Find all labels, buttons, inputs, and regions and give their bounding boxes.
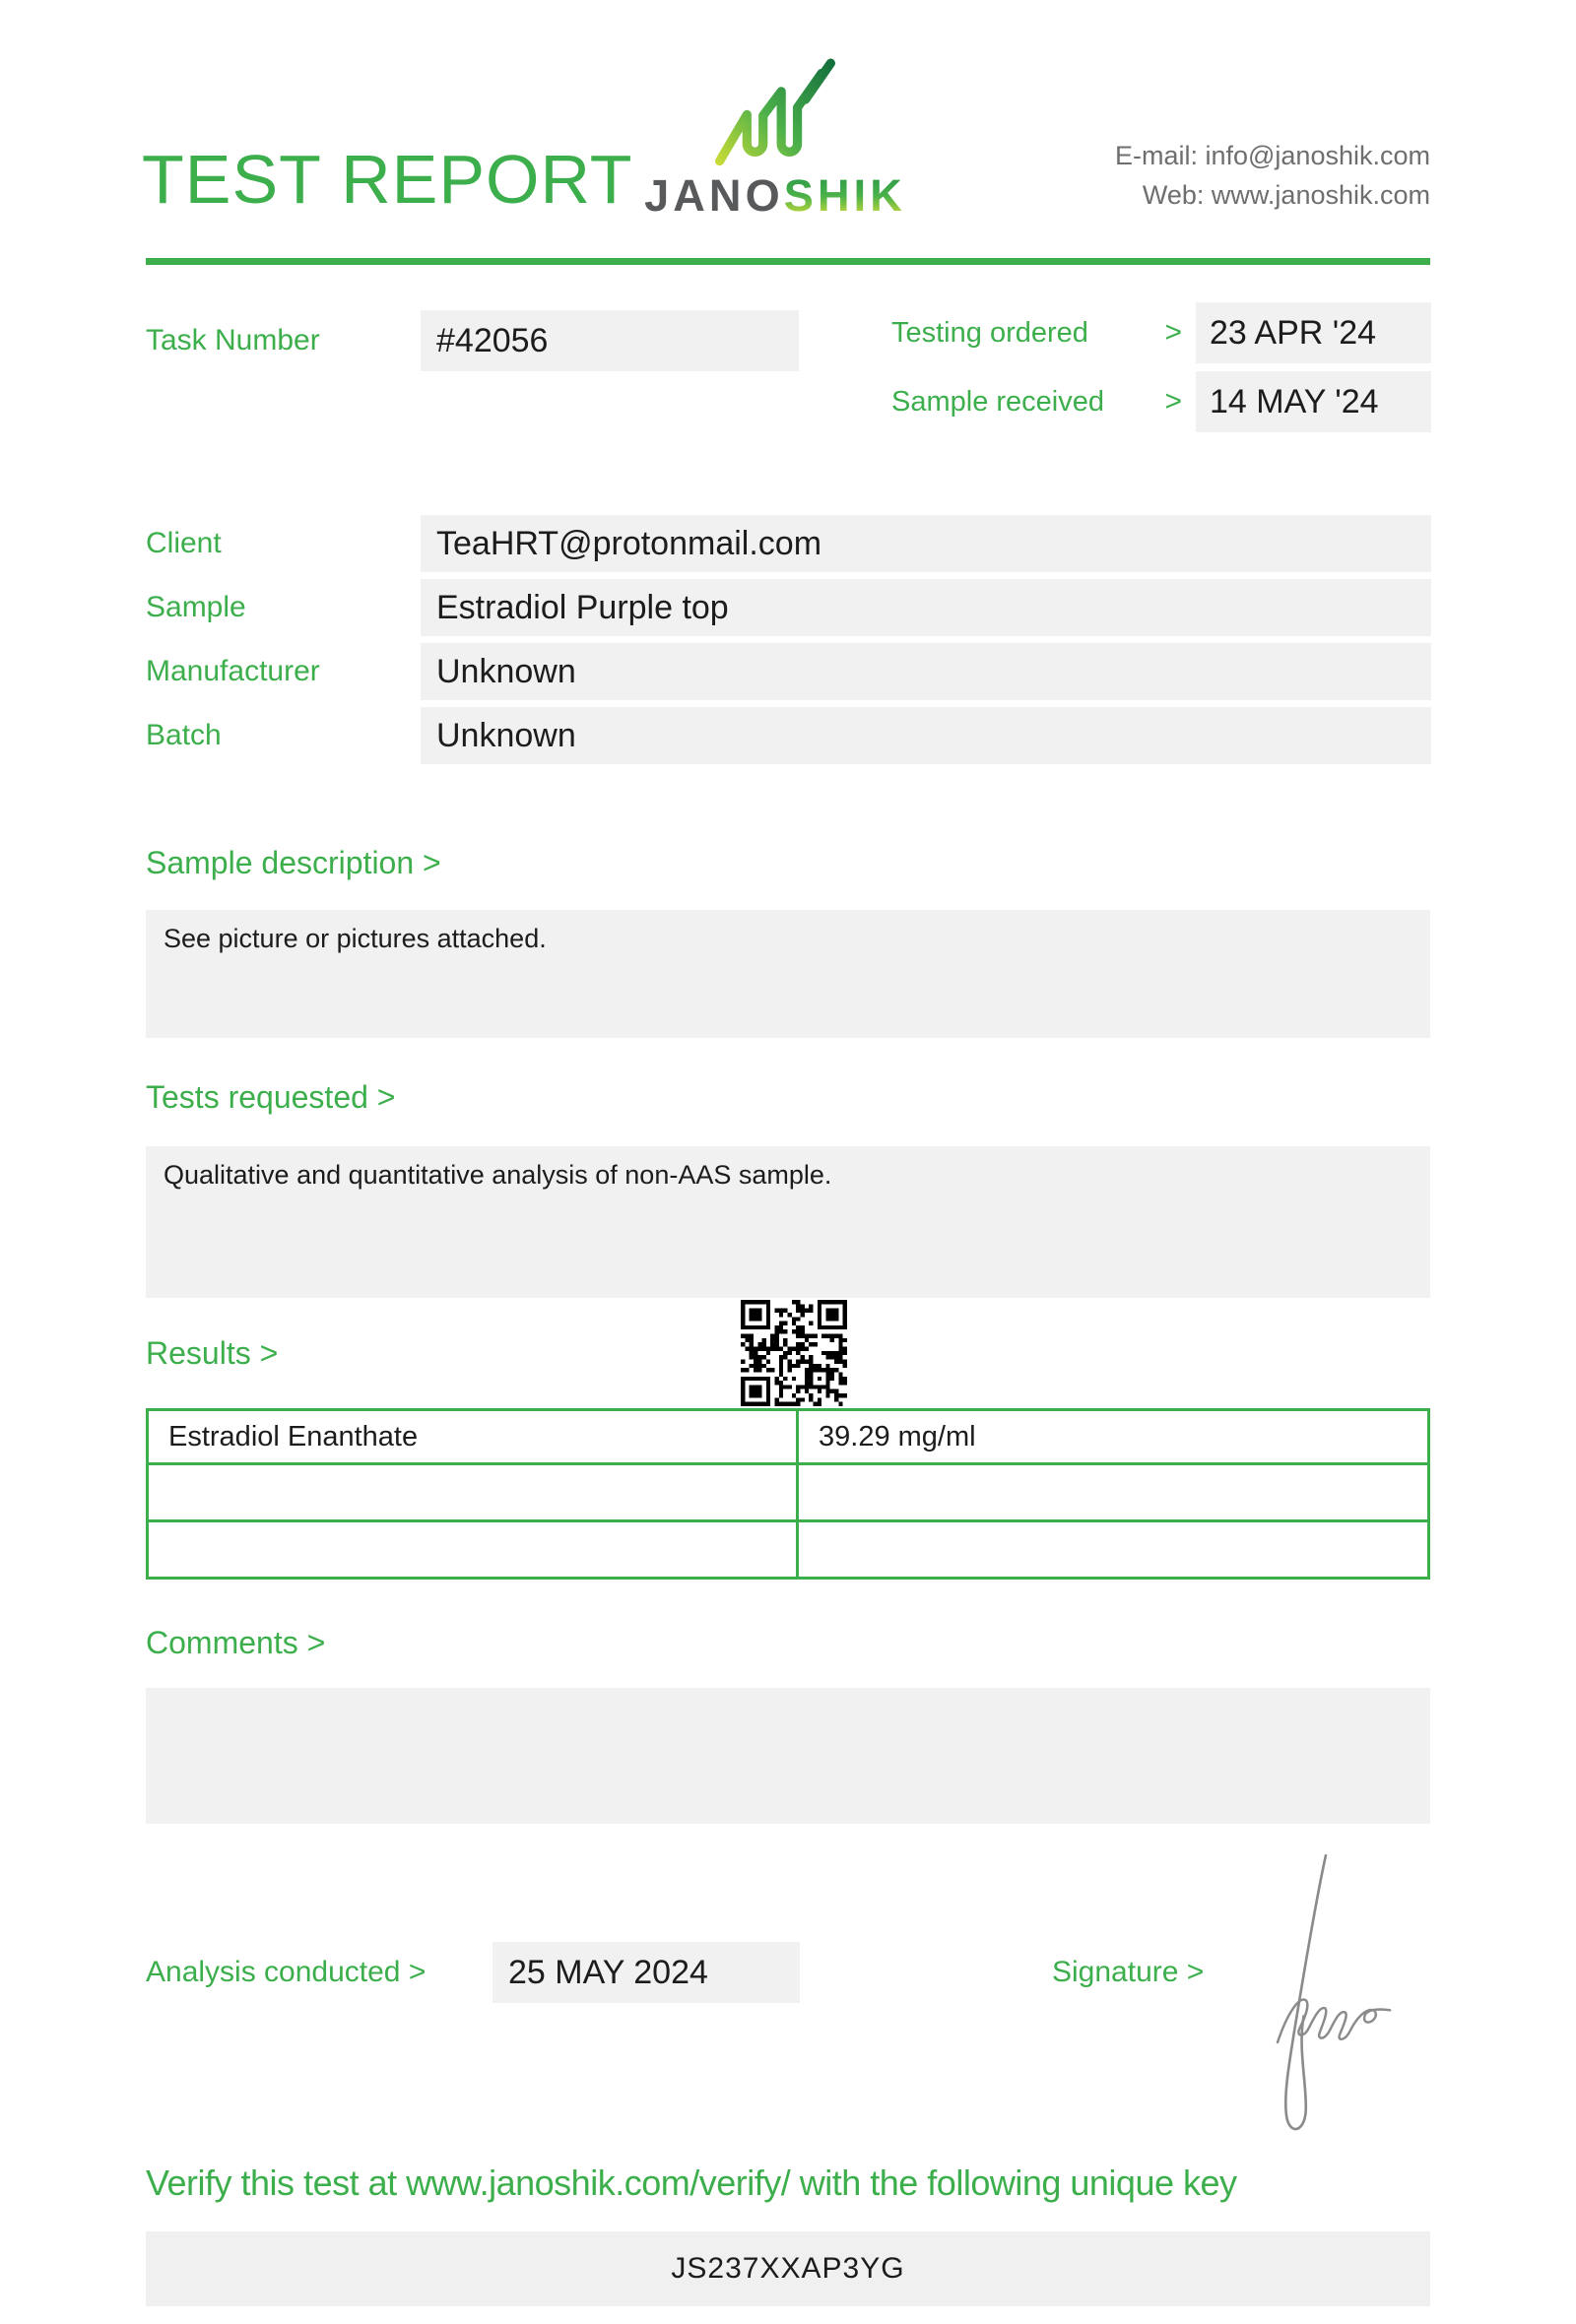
logo-chart-icon [720, 63, 831, 161]
comments-heading: Comments > [146, 1625, 326, 1660]
logo-wordmark [644, 170, 906, 219]
verify-instruction: Verify this test at www.janoshik.com/verify/ with the following unique key [146, 2163, 1237, 2203]
batch-value: Unknown [421, 707, 1431, 764]
table-row [148, 1521, 1429, 1579]
task-number-label: Task Number [146, 324, 320, 356]
qr-code [741, 1300, 847, 1406]
testing-ordered-row [891, 302, 1431, 363]
signature-label: Signature > [1052, 1956, 1205, 1988]
sample-value: Estradiol Purple top [421, 579, 1431, 636]
chevron-right-icon: > [1164, 316, 1182, 349]
contact-email: E-mail: info@janoshik.com [1114, 141, 1430, 170]
client-value: TeaHRT@protonmail.com [421, 515, 1431, 572]
tests-requested-text: Qualitative and quantitative analysis of non-AAS sample. [164, 1160, 832, 1190]
sample-description-heading: Sample description > [146, 845, 441, 880]
testing-ordered-value: 23 APR '24 [1196, 302, 1431, 363]
tests-requested-heading: Tests requested > [146, 1079, 396, 1115]
contact-block [1115, 136, 1430, 215]
result-analyte-cell: Estradiol Enanthate [148, 1410, 798, 1464]
analysis-conducted-label: Analysis conducted > [146, 1956, 427, 1988]
results-heading: Results > [146, 1335, 279, 1371]
result-value-cell [798, 1521, 1429, 1579]
signature-image [1247, 1843, 1409, 2145]
chevron-right-icon: > [1164, 385, 1182, 418]
sample-description-box [146, 910, 1430, 1038]
contact-web: Web: www.janoshik.com [1142, 180, 1430, 210]
verify-key: JS237XXAP3YG [146, 2231, 1430, 2306]
testing-ordered-label: Testing ordered [891, 316, 1088, 349]
result-value-cell: 39.29 mg/ml [798, 1410, 1429, 1464]
task-number-value: #42056 [421, 310, 799, 371]
result-value-cell [798, 1464, 1429, 1521]
manufacturer-value: Unknown [421, 643, 1431, 700]
analysis-conducted-value: 25 MAY 2024 [492, 1942, 800, 2003]
tests-requested-box [146, 1146, 1430, 1298]
client-label: Client [146, 527, 222, 559]
sample-description-text: See picture or pictures attached. [164, 924, 547, 953]
comments-box [146, 1688, 1430, 1824]
sample-received-row [891, 371, 1431, 432]
table-row [148, 1464, 1429, 1521]
logo-text-jano: JANO [644, 169, 784, 219]
table-row [148, 1410, 1429, 1464]
results-table [146, 1408, 1430, 1580]
result-analyte-cell [148, 1464, 798, 1521]
page-title: TEST REPORT [142, 141, 633, 218]
result-analyte-cell [148, 1521, 798, 1579]
manufacturer-label: Manufacturer [146, 655, 320, 687]
header-divider [146, 258, 1430, 265]
sample-label: Sample [146, 591, 246, 623]
sample-received-value: 14 MAY '24 [1196, 371, 1431, 432]
batch-label: Batch [146, 719, 222, 751]
janoshik-logo [642, 57, 908, 219]
sample-received-label: Sample received [891, 385, 1104, 418]
logo-text-shik: SHIK [783, 169, 906, 219]
